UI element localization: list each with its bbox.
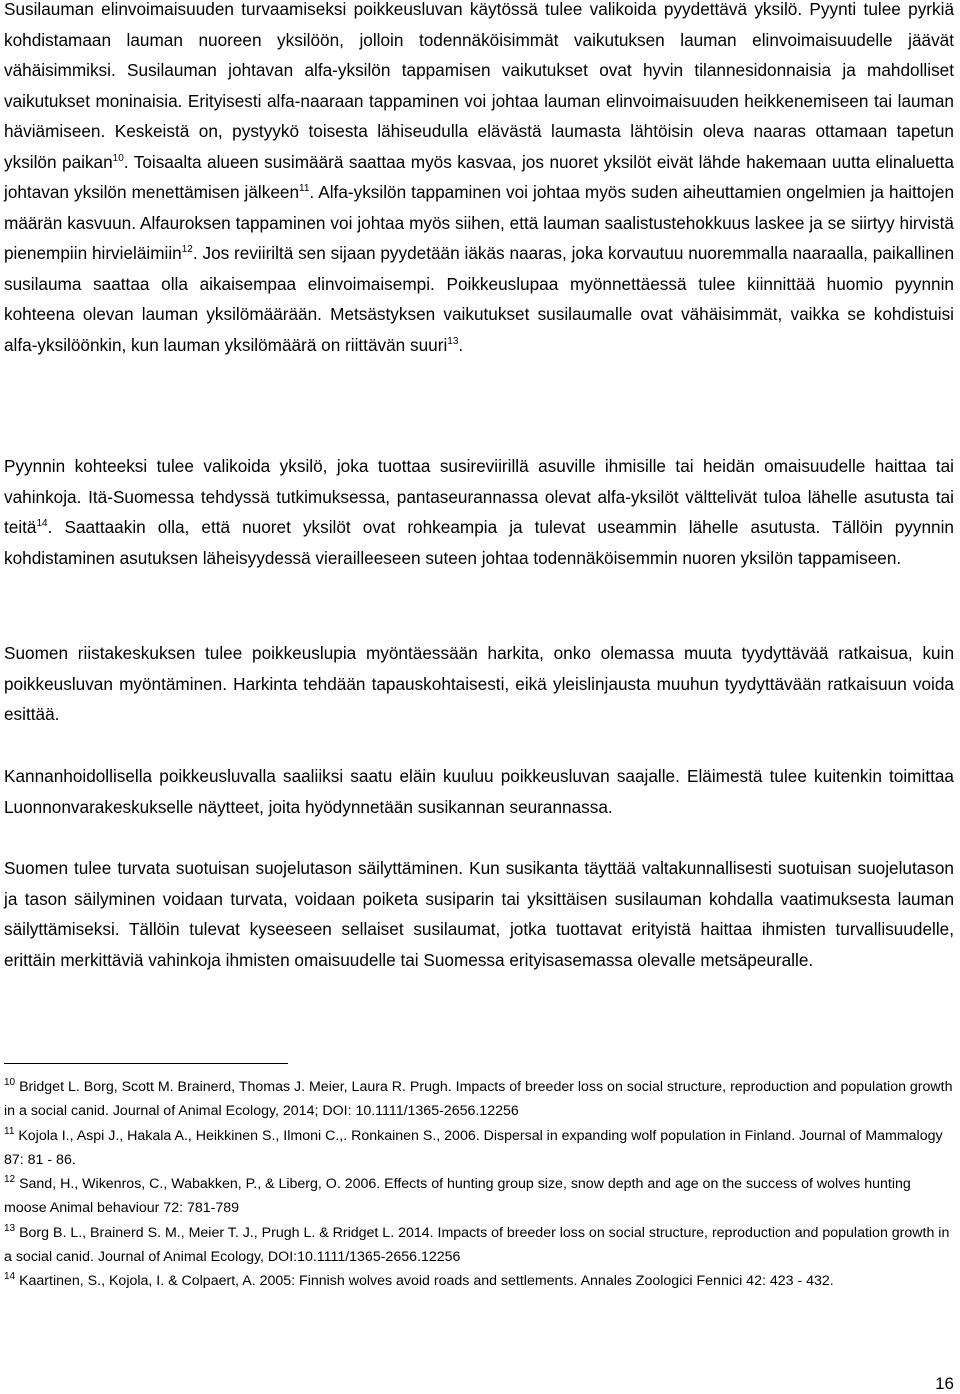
footnote-text: Kaartinen, S., Kojola, I. & Colpaert, A. 2005: Finnish wolves avoid roads and settlements. Annales Zoologici Fennici 42: 423 - 432. xyxy=(15,1273,834,1290)
footnote-number: 11 xyxy=(4,1125,15,1137)
footnote-ref-10[interactable]: 10 xyxy=(112,152,124,164)
paragraph-target-individual xyxy=(4,451,954,573)
footnote-separator xyxy=(4,1063,288,1064)
footnote-13 xyxy=(4,1221,954,1270)
footnote-text: Bridget L. Borg, Scott M. Brainerd, Thomas J. Meier, Laura R. Prugh. Impacts of breeder loss on social structure, reproduction and population growth in a social canid. Journal of Animal Ecology, 2014; DOI: 10.1111/1365-2656.12256 xyxy=(4,1079,953,1120)
page-number: 16 xyxy=(935,1374,954,1393)
footnote-text: Kojola I., Aspi J., Hakala A., Heikkinen S., Ilmoni C.,. Ronkainen S., 2006. Dispersal in expanding wolf population in Finland. Journal of Mammalogy 87: 81 - 86. xyxy=(4,1127,943,1168)
footnote-ref-14[interactable]: 14 xyxy=(36,518,48,529)
paragraph-text: Kannanhoidollisella poikkeusluvalla saaliiksi saatu eläin kuuluu poikkeusluvan saajalle. Eläimestä tulee kuitenkin toimittaa Luonnonvarakeskukselle näytteet, joita hyödynnetään susikannan seurannassa. xyxy=(4,766,954,817)
footnote-text: Sand, H., Wikenros, C., Wabakken, P., & Liberg, O. 2006. Effects of hunting group size, snow depth and age on the success of wolves hunting moose Animal behaviour 72: 781-789 xyxy=(4,1176,911,1217)
footnote-text: Borg B. L., Brainerd S. M., Meier T. J., Prugh L. & Rridget L. 2014. Impacts of breeder loss on social structure, reproduction and population growth in a social canid. Journal of Animal Ecology, DOI:10.1111/1365-2656.12256 xyxy=(4,1224,950,1266)
footnote-number: 14 xyxy=(4,1271,16,1283)
paragraph-text: Pyynnin kohteeksi tulee valikoida yksilö, joka tuottaa susireviirillä asuville ihmisille tai heidän omaisuudelle haittaa tai vahinkoja. Itä-Suomessa tehdyssä tutkimuksessa, pantaseurannassa olevat alfa-yksilöt välttelivät tuloa lähelle asutusta tai teitä xyxy=(4,456,954,537)
paragraph-text: Suomen tulee turvata suotuisan suojelutason säilyttäminen. Kun susikanta täyttää valtakunnallisesti suotuisan suojelutason ja tason säilyminen voidaan turvata, voidaan poiketa susiparin tai yksittäisen susilauman kohdalla vaatimuksesta lauman säilyttämiseksi. Tällöin tulevat kyseeseen sellaiset susilaumat, jotka tuottavat erityistä haittaa ihmisten turvallisuudelle, erittäin merkittäviä vahinkoja ihmisten omaisuudelle tai Suomessa erityisasemassa olevalle metsäpeuralle. xyxy=(4,858,954,970)
paragraph-conservation-status xyxy=(4,853,954,975)
footnote-ref-12[interactable]: 12 xyxy=(181,244,193,255)
paragraph-alternative-solution xyxy=(4,638,954,730)
footnote-11 xyxy=(4,1124,954,1173)
footnote-number: 12 xyxy=(4,1174,16,1186)
footnotes-section xyxy=(4,1075,954,1294)
footnote-number: 10 xyxy=(4,1077,16,1088)
footnote-ref-13[interactable]: 13 xyxy=(447,335,459,347)
paragraph-text: . xyxy=(458,334,464,355)
footnote-10 xyxy=(4,1075,954,1124)
paragraph-breeder-selection xyxy=(4,0,954,360)
paragraph-text: . Saattaakin olla, että nuoret yksilöt ovat rohkeampia ja tulevat useammin lähelle asutusta. Tällöin pyynnin kohdistaminen asutuksen läheisyydessä vierailleeseen suteen johtaa todennäköisemmin nuoren yksilön tappamiseen. xyxy=(4,517,954,568)
footnote-number: 13 xyxy=(4,1222,16,1234)
footnote-ref-11[interactable]: 11 xyxy=(299,183,310,194)
footnote-12 xyxy=(4,1172,954,1221)
paragraph-text: . Toisaalta alueen susimäärä saattaa myös kasvaa, jos nuoret yksilöt eivät lähde hakemaan uutta elinaluetta johtavan yksilön menettämisen jälkeen xyxy=(4,151,954,202)
paragraph-text: . Alfa-yksilön tappaminen voi johtaa myös suden aiheuttamien ongelmien ja haittojen määrän kasvuun. Alfauroksen tappaminen voi johtaa myös siihen, että lauman saalistustehokkuus laskee ja se siirtyy hirvistä pienempiin hirvieläimiin xyxy=(4,182,955,263)
footnote-14 xyxy=(4,1269,954,1293)
paragraph-catch-ownership xyxy=(4,761,954,822)
paragraph-text: . Jos reviiriltä sen sijaan pyydetään iäkäs naaras, joka korvautuu nuoremmalla naaraalla, paikallinen susilauma saattaa olla aikaisempaa elinvoimaisempi. Poikkeuslupaa myönnettäessä tulee kiinnittää huomio pyynnin kohteena olevan lauman yksilömäärään. Metsästyksen vaikutukset susilaumalle ovat vähäisimmät, vaikka se kohdistuisi alfa-yksilöönkin, kun lauman yksilömäärä on riittävän suuri xyxy=(4,243,954,355)
paragraph-text: Susilauman elinvoimaisuuden turvaamiseksi poikkeusluvan käytössä tulee valikoida pyydettävä yksilö. Pyynti tulee pyrkiä kohdistamaan lauman nuoreen yksilöön, jolloin todennäköisimmät vaikutuksen lauman elinvoimaisuudelle jäävät vähäisimmiksi. Susilauman johtavan alfa-yksilön tappamisen vaikutukset ovat hyvin tilannesidonnaisia ja mahdolliset vaikutukset moninaisia. Erityisesti alfa-naaraan tappaminen voi johtaa lauman elinvoimaisuuden heikkenemiseen tai lauman häviämiseen. Keskeistä on, pystyykö toisesta lähiseudulla elävästä laumasta lähtöisin oleva naaras ottamaan tapetun yksilön paikan xyxy=(4,0,954,172)
paragraph-text: Suomen riistakeskuksen tulee poikkeuslupia myöntäessään harkita, onko olemassa muuta tyydyttävää ratkaisua, kuin poikkeusluvan myöntäminen. Harkinta tehdään tapauskohtaisesti, eikä yleislinjausta muuhun tyydyttävään ratkaisuun voida esittää. xyxy=(4,643,954,724)
